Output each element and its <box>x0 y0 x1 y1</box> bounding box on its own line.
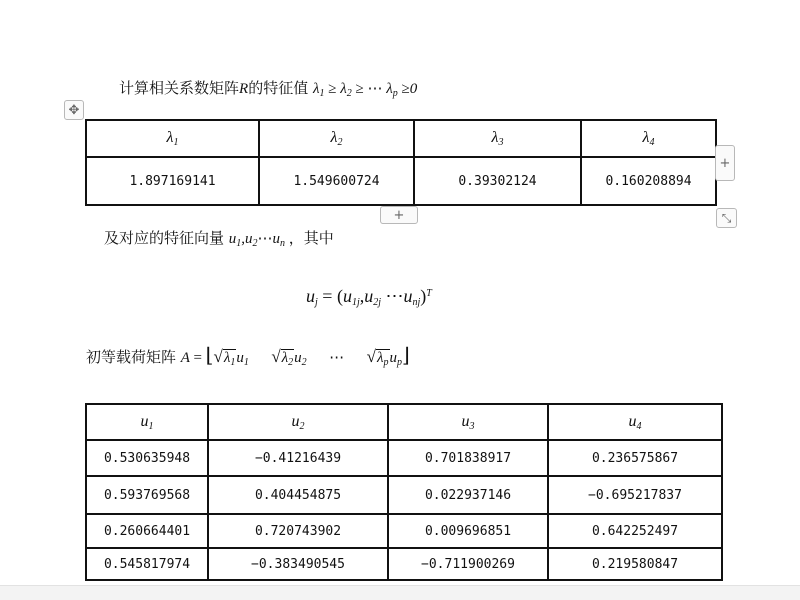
table-row <box>86 514 722 548</box>
eigenvalue-intro-line <box>119 78 417 104</box>
eigenvalue-cell[interactable]: 0.160208894 <box>581 157 716 205</box>
table-move-handle-icon[interactable]: ✥ <box>64 100 84 120</box>
eigenvalue-header-cell: $\lambda_4$ <box>581 120 716 157</box>
table-row <box>86 548 722 580</box>
eigenvector-header-cell: $u_4$ <box>548 404 722 440</box>
eigenvector-cell[interactable]: 0.545817974 <box>86 548 208 580</box>
loading-matrix-text: 初等载荷矩阵 <box>86 348 177 366</box>
table-resize-handle-icon[interactable]: ⤡ <box>716 208 737 228</box>
eigenvector-cell[interactable]: 0.022937146 <box>388 476 548 514</box>
loading-matrix-formula: $A = ⌊√\lambda_1u_1$ $√\lambda_2u_2$ ⋯ $√\lambda_pu_p⌋$ <box>180 345 410 368</box>
table-row <box>86 440 722 476</box>
eigenvector-cell[interactable]: 0.236575867 <box>548 440 722 476</box>
eigenvector-cell[interactable]: 0.404454875 <box>208 476 388 514</box>
bottom-page-edge <box>0 585 800 600</box>
eigenvalue-header-cell: $\lambda_2$ <box>259 120 414 157</box>
eigenvector-formula: $u_j = (u_{1j},u_{2j}$ $\cdots u_{nj})^T$ <box>306 286 432 308</box>
eigenvector-cell[interactable]: 0.530635948 <box>86 440 208 476</box>
eigenvalue-cell[interactable]: 0.39302124 <box>414 157 581 205</box>
eigenvector-cell[interactable]: 0.009696851 <box>388 514 548 548</box>
eigenvalue-value-row <box>86 157 716 205</box>
table-row <box>86 476 722 514</box>
eigenvector-header-row <box>86 404 722 440</box>
add-column-button[interactable]: + <box>715 145 735 181</box>
eigenvector-header-cell: $u_1$ <box>86 404 208 440</box>
eigenvector-cell[interactable]: 0.720743902 <box>208 514 388 548</box>
eigenvalue-intro-text: 计算相关系数矩阵 <box>119 79 240 97</box>
eigenvector-cell[interactable]: 0.219580847 <box>548 548 722 580</box>
eigenvalue-table <box>85 119 717 206</box>
add-row-button[interactable]: + <box>380 206 418 224</box>
eigenvector-intro-text: 及对应的特征向量 <box>104 229 225 247</box>
eigenvalue-header-row <box>86 120 716 157</box>
eigenvector-cell[interactable]: −0.695217837 <box>548 476 722 514</box>
eigenvector-cell[interactable]: −0.41216439 <box>208 440 388 476</box>
eigenvector-cell[interactable]: 0.593769568 <box>86 476 208 514</box>
eigenvalue-cell[interactable]: 1.897169141 <box>86 157 259 205</box>
eigenvalue-order-condition: $\lambda_1 \ge \lambda_2$ ≥ ⋯ $\lambda_p \ge 0$ <box>312 81 418 99</box>
eigenvalue-header-cell: $\lambda_1$ <box>86 120 259 157</box>
eigenvalue-cell[interactable]: 1.549600724 <box>259 157 414 205</box>
eigenvector-header-cell: $u_2$ <box>208 404 388 440</box>
eigenvector-cell[interactable]: −0.711900269 <box>388 548 548 580</box>
eigenvalue-header-cell: $\lambda_3$ <box>414 120 581 157</box>
eigenvector-intro-suffix: ，其中 <box>288 229 334 247</box>
eigenvector-cell[interactable]: 0.701838917 <box>388 440 548 476</box>
eigenvector-header-cell: $u_3$ <box>388 404 548 440</box>
eigenvector-cell[interactable]: −0.383490545 <box>208 548 388 580</box>
eigenvalue-intro-suffix: 的特征值 <box>248 79 309 97</box>
eigenvector-cell[interactable]: 0.260664401 <box>86 514 208 548</box>
eigenvector-cell[interactable]: 0.642252497 <box>548 514 722 548</box>
loading-matrix-line <box>86 346 410 373</box>
eigenvector-list: $u_1,u_2\cdots u_n$ <box>228 231 286 249</box>
eigenvector-intro-line <box>104 228 334 254</box>
eigenvector-table <box>85 403 723 581</box>
matrix-r-symbol: R <box>239 81 249 97</box>
